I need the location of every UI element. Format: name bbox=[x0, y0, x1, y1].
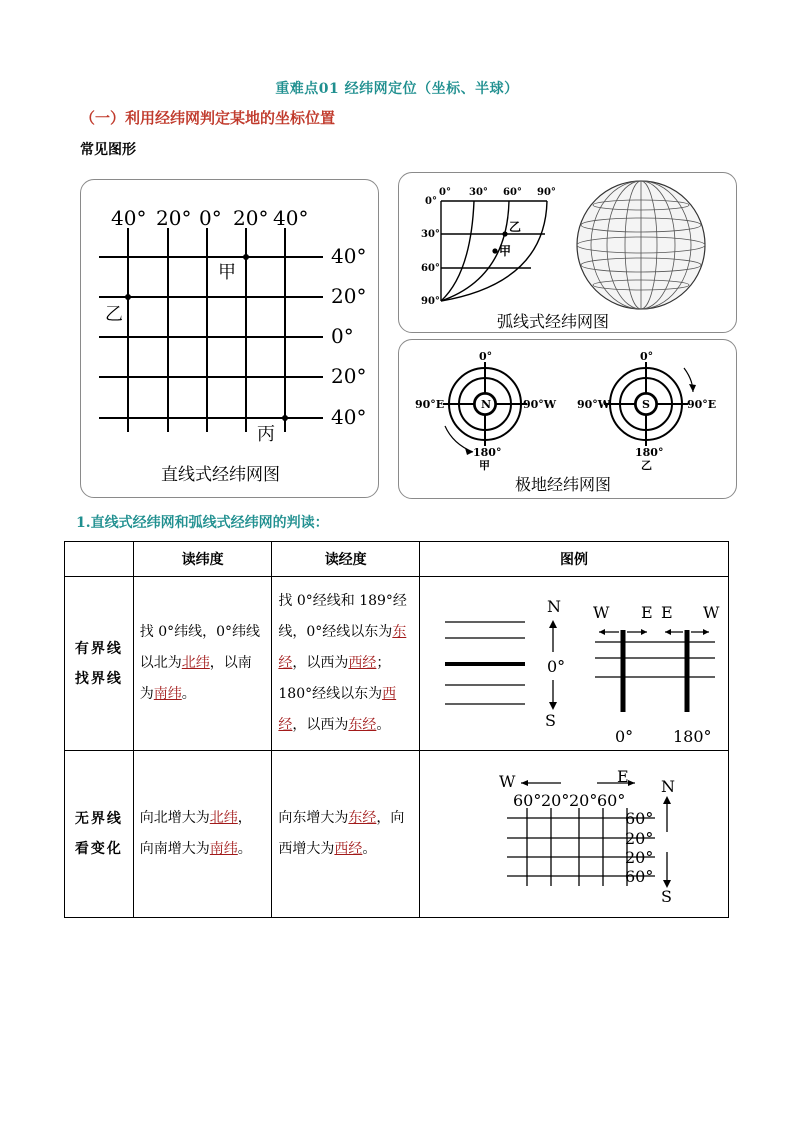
table-header: 读经度 bbox=[272, 542, 420, 577]
table-header: 读纬度 bbox=[133, 542, 272, 577]
right-lat-label: 40° bbox=[331, 244, 367, 268]
polar-left-name: 甲 bbox=[479, 459, 490, 472]
table-header: 图例 bbox=[420, 542, 729, 577]
legend-S: S bbox=[661, 887, 672, 906]
point-yi-label: 乙 bbox=[105, 304, 123, 325]
right-lat-label: 20° bbox=[331, 284, 367, 308]
legend-right-label: 60° bbox=[625, 809, 654, 828]
legend-lon0: 0° bbox=[615, 726, 634, 742]
polar-left-center: N bbox=[481, 398, 492, 411]
polar-right-bottom: 180° bbox=[635, 446, 664, 459]
legend-N: N bbox=[547, 596, 561, 616]
table-row bbox=[65, 577, 729, 751]
polar-graticule-panel bbox=[398, 339, 737, 499]
change-legend-figure bbox=[421, 752, 727, 912]
legend-W2: W bbox=[703, 602, 720, 622]
legend-N: N bbox=[661, 777, 675, 796]
top-lon-label: 20° bbox=[233, 206, 269, 230]
point-jia-label: 甲 bbox=[218, 262, 236, 283]
arc-top-label: 60° bbox=[503, 187, 522, 198]
arc-point-yi: 乙 bbox=[509, 220, 522, 234]
boundary-legend-figure bbox=[421, 582, 727, 742]
legend-right-label: 20° bbox=[625, 829, 654, 848]
polar-right-name: 乙 bbox=[641, 459, 652, 472]
legend-top-label: 20° bbox=[569, 791, 598, 810]
legend-E1: E bbox=[641, 602, 653, 622]
arc-left-label: 90° bbox=[421, 296, 440, 307]
lon-rule: 向东增大为东经，向西增大为西经。 bbox=[272, 751, 420, 918]
heading-straight-arc: 1.直线式经纬网和弧线式经纬网的判读： bbox=[76, 515, 329, 531]
top-lon-label: 40° bbox=[273, 206, 309, 230]
legend-top-label: 60° bbox=[513, 791, 542, 810]
legend-E2: E bbox=[661, 602, 673, 622]
legend-top-label: 20° bbox=[541, 791, 570, 810]
arc-left-label: 0° bbox=[425, 196, 437, 207]
polar-right-left: 90°W bbox=[577, 398, 611, 411]
common-figures-label: 常见图形 bbox=[80, 142, 136, 158]
arc-top-label: 90° bbox=[537, 187, 556, 198]
right-lat-label: 20° bbox=[331, 364, 367, 388]
arc-caption: 弧线式经纬网图 bbox=[497, 312, 610, 331]
top-lon-label: 40° bbox=[111, 206, 147, 230]
polar-left-top: 0° bbox=[479, 350, 493, 363]
row-label: 无界线 看变化 bbox=[65, 751, 134, 918]
section-title: （一）利用经纬网判定某地的坐标位置 bbox=[80, 109, 336, 127]
top-lon-label: 20° bbox=[156, 206, 192, 230]
polar-right-center: S bbox=[642, 398, 650, 411]
top-lon-label: 0° bbox=[199, 206, 222, 230]
legend-cell bbox=[420, 751, 729, 918]
polar-left-left: 90°E bbox=[415, 398, 445, 411]
straight-graticule-panel bbox=[80, 179, 379, 498]
legend-lon180: 180° bbox=[673, 726, 712, 742]
arc-graticule-figure bbox=[399, 173, 736, 332]
arc-graticule-panel bbox=[398, 172, 737, 333]
globe-image bbox=[577, 181, 705, 309]
legend-right-label: 20° bbox=[625, 848, 654, 867]
legend-E: E bbox=[617, 767, 629, 786]
legend-zero: 0° bbox=[547, 656, 566, 676]
arc-left-label: 30° bbox=[421, 229, 440, 240]
legend-W1: W bbox=[593, 602, 610, 622]
polar-left-bottom: 180° bbox=[473, 446, 502, 459]
legend-top-label: 60° bbox=[597, 791, 626, 810]
polar-right-right: 90°E bbox=[687, 398, 717, 411]
page-title: 重难点01 经纬网定位（坐标、半球） bbox=[275, 81, 519, 97]
lat-rule: 找 0°纬线，0°纬线以北为北纬，以南为南纬。 bbox=[133, 577, 272, 751]
legend-right-label: 60° bbox=[625, 867, 654, 886]
straight-caption: 直线式经纬网图 bbox=[161, 465, 280, 485]
arc-top-label: 0° bbox=[439, 187, 451, 198]
legend-cell bbox=[420, 577, 729, 751]
right-lat-label: 40° bbox=[331, 405, 367, 429]
lon-rule: 找 0°经线和 189°经线，0°经线以东为东经，以西为西经；180°经线以东为西经，以西为东经。 bbox=[272, 577, 420, 751]
table-row bbox=[65, 751, 729, 918]
legend-W: W bbox=[499, 772, 516, 791]
arc-top-label: 30° bbox=[469, 187, 488, 198]
right-lat-label: 0° bbox=[331, 324, 354, 348]
polar-caption: 极地经纬网图 bbox=[515, 475, 612, 494]
polar-left-right: 90°W bbox=[523, 398, 557, 411]
straight-graticule-figure bbox=[81, 180, 378, 497]
table-header bbox=[65, 542, 134, 577]
reading-table bbox=[64, 541, 729, 918]
arc-left-label: 60° bbox=[421, 263, 440, 274]
row-label: 有界线 找界线 bbox=[65, 577, 134, 751]
polar-graticule-figure bbox=[399, 340, 736, 498]
polar-right-top: 0° bbox=[640, 350, 654, 363]
point-bing-label: 丙 bbox=[257, 424, 275, 445]
legend-S: S bbox=[545, 710, 556, 730]
lat-rule: 向北增大为北纬，向南增大为南纬。 bbox=[133, 751, 272, 918]
table-header-row bbox=[65, 542, 729, 577]
arc-point-jia: 甲 bbox=[499, 244, 512, 258]
